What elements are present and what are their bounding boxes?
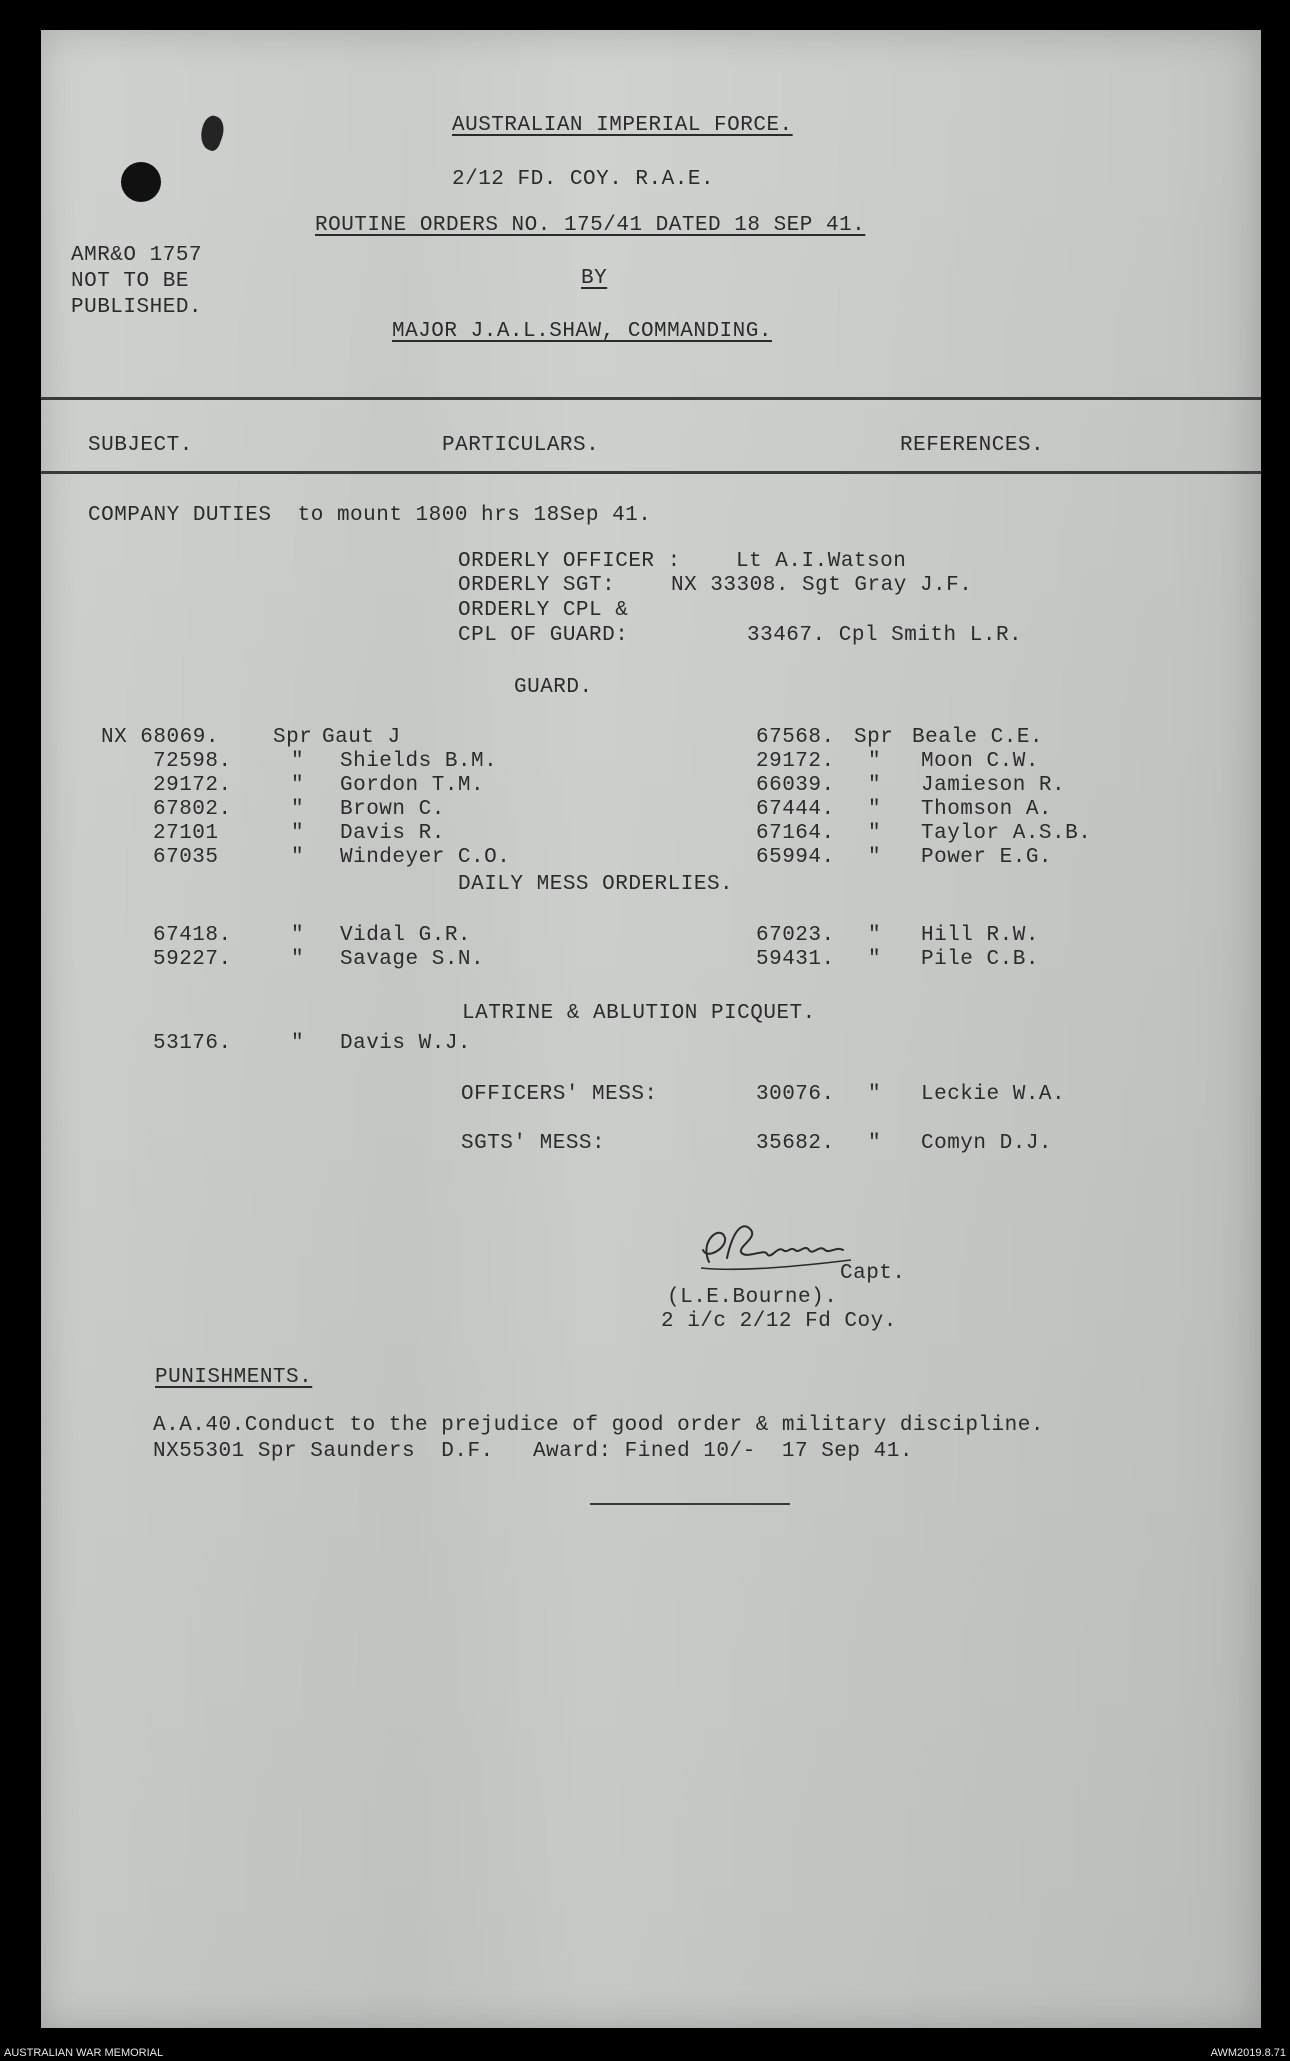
guard-number: 67164. [756, 822, 835, 845]
guard-name: Thomson A. [921, 798, 1053, 821]
mess-number: 67023. [756, 924, 835, 947]
guard-rank: Spr [854, 726, 894, 749]
guard-rank: " [868, 822, 882, 845]
latrine-number: 53176. [153, 1032, 232, 1055]
guard-rank: " [868, 846, 882, 869]
officers-mess-name: Leckie W.A. [921, 1083, 1066, 1106]
guard-rank: " [868, 750, 882, 773]
guard-name: Beale C.E. [912, 726, 1044, 749]
orderly-officer-label: ORDERLY OFFICER : [458, 550, 681, 573]
sgts-mess-number: 35682. [756, 1132, 835, 1155]
punishment-award: NX55301 Spr Saunders D.F. Award: Fined 10/- 17 Sep 41. [153, 1440, 913, 1463]
guard-number: NX 68069. [101, 726, 219, 749]
guard-name: Power E.G. [921, 846, 1053, 869]
mess-orderlies-heading: DAILY MESS ORDERLIES. [458, 873, 734, 896]
guard-rank: " [868, 798, 882, 821]
cpl-of-guard-value: 33467. Cpl Smith L.R. [747, 624, 1023, 647]
mess-number: 67418. [153, 924, 232, 947]
guard-rank: " [291, 774, 305, 797]
officers-mess-label: OFFICERS' MESS: [461, 1083, 658, 1106]
officers-mess-rank: " [868, 1083, 882, 1106]
guard-number: 65994. [756, 846, 835, 869]
guard-number: 67568. [756, 726, 835, 749]
by-line: BY [581, 267, 608, 290]
signature-rank: Capt. [840, 1262, 906, 1285]
sgts-mess-label: SGTS' MESS: [461, 1132, 606, 1155]
guard-rank: " [868, 774, 882, 797]
orderly-sgt-label: ORDERLY SGT: [458, 574, 616, 597]
mess-name: Savage S.N. [340, 948, 485, 971]
signature-name: (L.E.Bourne). [667, 1286, 838, 1309]
guard-number: 67035 [153, 846, 219, 869]
guard-number: 67802. [153, 798, 232, 821]
org-title: AUSTRALIAN IMPERIAL FORCE. [452, 114, 793, 137]
signature-appointment: 2 i/c 2/12 Fd Coy. [661, 1310, 897, 1333]
latrine-heading: LATRINE & ABLUTION PICQUET. [462, 1002, 816, 1025]
mess-name: Pile C.B. [921, 948, 1039, 971]
guard-name: Gaut J [322, 726, 401, 749]
guard-name: Davis R. [340, 822, 445, 845]
duties-heading: COMPANY DUTIES to mount 1800 hrs 18Sep 41. [88, 504, 652, 527]
guard-name: Gordon T.M. [340, 774, 485, 797]
bottom-rule [41, 471, 1261, 474]
column-subject: SUBJECT. [88, 434, 193, 457]
punch-hole-torn [196, 113, 228, 152]
guard-name: Moon C.W. [921, 750, 1039, 773]
punishments-heading: PUNISHMENTS. [155, 1366, 313, 1389]
cpl-of-guard-label: CPL OF GUARD: [458, 624, 629, 647]
mess-rank: " [291, 948, 305, 971]
guard-number: 72598. [153, 750, 232, 773]
mess-number: 59431. [756, 948, 835, 971]
guard-name: Brown C. [340, 798, 445, 821]
guard-rank: " [291, 822, 305, 845]
latrine-name: Davis W.J. [340, 1032, 472, 1055]
sgts-mess-name: Comyn D.J. [921, 1132, 1053, 1155]
publication-note-2: NOT TO BE [71, 270, 189, 293]
guard-number: 67444. [756, 798, 835, 821]
guard-heading: GUARD. [514, 676, 593, 699]
sgts-mess-rank: " [868, 1132, 882, 1155]
guard-rank: " [291, 846, 305, 869]
guard-number: 66039. [756, 774, 835, 797]
orderly-sgt-value: NX 33308. Sgt Gray J.F. [671, 574, 973, 597]
commander-line: MAJOR J.A.L.SHAW, COMMANDING. [392, 320, 772, 343]
mess-name: Hill R.W. [921, 924, 1039, 947]
mess-rank: " [868, 948, 882, 971]
top-rule [41, 397, 1261, 400]
mess-name: Vidal G.R. [340, 924, 472, 947]
orderly-cpl-label: ORDERLY CPL & [458, 599, 629, 622]
orderly-officer-value: Lt A.I.Watson [736, 550, 907, 573]
unit-title: 2/12 FD. COY. R.A.E. [452, 168, 715, 191]
officers-mess-number: 30076. [756, 1083, 835, 1106]
guard-name: Windeyer C.O. [340, 846, 511, 869]
guard-name: Taylor A.S.B. [921, 822, 1092, 845]
column-references: REFERENCES. [900, 434, 1045, 457]
guard-number: 29172. [756, 750, 835, 773]
guard-rank: " [291, 750, 305, 773]
punch-hole [121, 162, 161, 202]
end-rule [590, 1503, 790, 1505]
column-particulars: PARTICULARS. [442, 434, 600, 457]
publication-note-1: AMR&O 1757 [71, 244, 203, 267]
orders-title: ROUTINE ORDERS NO. 175/41 DATED 18 SEP 41. [315, 214, 866, 237]
mess-number: 59227. [153, 948, 232, 971]
guard-number: 29172. [153, 774, 232, 797]
guard-rank: Spr [273, 726, 313, 749]
guard-rank: " [291, 798, 305, 821]
mess-rank: " [868, 924, 882, 947]
guard-name: Shields B.M. [340, 750, 498, 773]
guard-number: 27101 [153, 822, 219, 845]
document-page [41, 30, 1261, 2028]
latrine-rank: " [291, 1032, 305, 1055]
punishment-charge: A.A.40.Conduct to the prejudice of good order & military discipline. [153, 1414, 1044, 1437]
guard-name: Jamieson R. [921, 774, 1066, 797]
publication-note-3: PUBLISHED. [71, 296, 203, 319]
footer-left: AUSTRALIAN WAR MEMORIAL [4, 2047, 164, 2059]
footer-right: AWM2019.8.71 [1210, 2047, 1286, 2059]
mess-rank: " [291, 924, 305, 947]
